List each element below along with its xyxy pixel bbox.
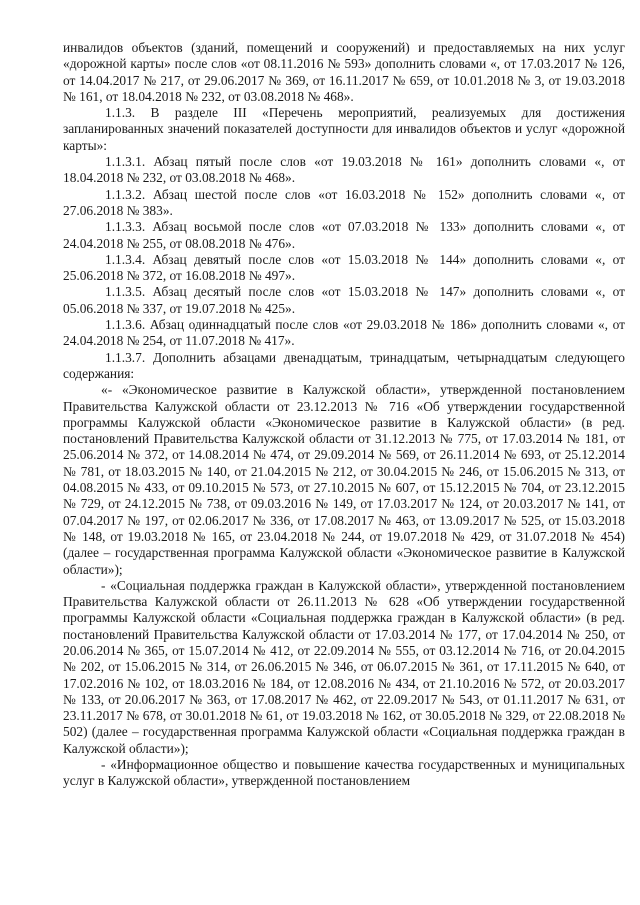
paragraph-1-1-3-1: 1.1.3.1. Абзац пятый после слов «от 19.03.2018 № 161» дополнить словами «, от 18.04.2018 № 232, от 03.08.2018 № 468». [63,154,625,186]
paragraph-1-1-3-4: 1.1.3.4. Абзац девятый после слов «от 15.03.2018 № 144» дополнить словами «, от 25.06.2018 № 372, от 16.08.2018 № 497». [63,251,625,284]
paragraph-social-support-program: - «Социальная поддержка граждан в Калужской области», утвержденной постановлением Правительства Калужской области от 26.11.2013 № 628 «Об утверждении государственной программы Калужской области «Социальная поддержка граждан в Калужской области» (в ред. постановлений Правительства Калужской области от 17.03.2014 № 177, от 17.04.2014 № 250, от 20.06.2014 № 365, от 15.07.2014 № 412, от 22.09.2014 № 555, от 03.12.2014 № 716, от 20.04.2015 № 202, от 15.06.2015 № 314, от 26.06.2015 № 346, от 06.07.2015 № 361, от 17.11.2015 № 640, от 17.02.2016 № 102, от 18.03.2016 № 184, от 12.08.2016 № 434, от 21.10.2016 № 572, от 20.03.2017 № 133, от 20.06.2017 № 363, от 17.08.2017 № 462, от 22.09.2017 № 543, от 01.11.2017 № 631, от 23.11.2017 № 678, от 30.01.2018 № 61, от 19.03.2018 № 162, от 30.05.2018 № 329, от 22.08.2018 № 502) (далее – государственная программа Калужской области «Социальная поддержка граждан в Калужской области»); [63,577,625,756]
paragraph-information-society-program: - «Информационное общество и повышение качества государственных и муниципальных услуг в Калужской области», утвержденной постановлением [63,757,625,789]
paragraph-1-1-3-2: 1.1.3.2. Абзац шестой после слов «от 16.03.2018 № 152» дополнить словами «, от 27.06.2018 № 383». [63,186,625,218]
paragraph-economic-development-program: «- «Экономическое развитие в Калужской области», утвержденной постановлением Правительства Калужской области от 23.12.2013 № 716 «Об утверждении государственной программы Калужской области «Экономическое развитие в Калужской области» (в ред. постановлений Правительства Калужской области от 31.12.2013 № 775, от 17.03.2014 № 181, от 25.06.2014 № 372, от 14.08.2014 № 474, от 29.09.2014 № 569, от 26.11.2014 № 693, от 25.12.2014 № 781, от 18.03.2015 № 140, от 21.04.2015 № 212, от 30.04.2015 № 246, от 15.06.2015 № 313, от 04.08.2015 № 433, от 09.10.2015 № 573, от 27.10.2015 № 607, от 15.12.2015 № 704, от 23.12.2015 № 729, от 24.12.2015 № 738, от 09.03.2016 № 149, от 17.03.2017 № 124, от 20.03.2017 № 141, от 07.04.2017 № 197, от 02.06.2017 № 336, от 17.08.2017 № 463, от 13.09.2017 № 525, от 15.03.2018 № 148, от 19.03.2018 № 165, от 23.04.2018 № 244, от 19.07.2018 № 429, от 31.07.2018 № 454) (далее – государственная программа Калужской области «Экономическое развитие в Калужской области»); [63,382,625,577]
paragraph-continuation: инвалидов объектов (зданий, помещений и сооружений) и предоставляемых на них услуг «дорожной карты» после слов «от 08.11.2016 № 593» дополнить словами «, от 17.03.2017 № 126, от 14.04.2017 № 217, от 29.06.2017 № 369, от 16.11.2017 № 659, от 10.01.2018 № 3, от 19.03.2018 № 161, от 18.04.2018 № 232, от 03.08.2018 № 468». [63,40,625,104]
paragraph-1-1-3-6: 1.1.3.6. Абзац одиннадцатый после слов «от 29.03.2018 № 186» дополнить словами «, от 24.04.2018 № 254, от 11.07.2018 № 417». [63,317,625,349]
paragraph-1-1-3-7: 1.1.3.7. Дополнить абзацами двенадцатым, тринадцатым, четырнадцатым следующего содержания: [63,349,625,381]
paragraph-1-1-3-5: 1.1.3.5. Абзац десятый после слов «от 15.03.2018 № 147» дополнить словами «, от 05.06.2018 № 337, от 19.07.2018 № 425». [63,284,625,316]
document-page [63,40,625,790]
paragraph-section-1-1-3: 1.1.3. В разделе III «Перечень мероприятий, реализуемых для достижения запланированных значений показателей доступности для инвалидов объектов и услуг «дорожной карты»: [63,105,625,153]
paragraph-1-1-3-3: 1.1.3.3. Абзац восьмой после слов «от 07.03.2018 № 133» дополнить словами «, от 24.04.2018 № 255, от 08.08.2018 № 476». [63,219,625,251]
